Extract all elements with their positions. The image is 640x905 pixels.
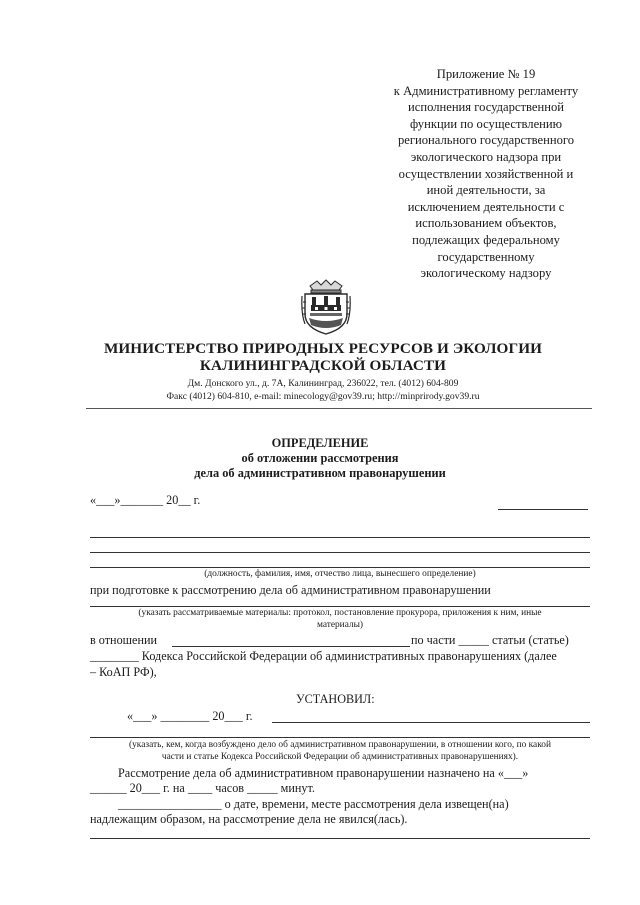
preparation-text: при подготовке к рассмотрению дела об административном правонарушении (90, 583, 491, 597)
ministry-name (80, 340, 566, 374)
koap-abbreviation: – КоАП РФ), (90, 665, 157, 679)
ministry-phone-email: Факс (4012) 604-810, e-mail: minecology@gov39.ru; http://minprirody.gov39.ru (166, 390, 480, 402)
appendix-line: иной деятельности, за (426, 183, 546, 198)
materials-caption: материалы) (316, 620, 364, 630)
initiated-caption: части и статье Кодекса Российской Федерации об административных правонарушениях). (161, 752, 519, 762)
place-field-line (498, 509, 588, 510)
ministry-contacts (80, 378, 566, 403)
ministry-name-line1: МИНИСТЕРСТВО ПРИРОДНЫХ РЕСУРСОВ И ЭКОЛОГИИ (103, 340, 543, 357)
initiated-caption: (указать, кем, когда возбуждено дело об административном правонарушении, в отношении кого, по какой (129, 740, 551, 750)
appendix-header (355, 66, 617, 282)
official-field-line (90, 552, 590, 553)
kaliningrad-coat-of-arms-icon (301, 278, 351, 336)
document-title-line3: дела об административном правонарушении (194, 466, 446, 480)
appendix-line: исполнения государственной (408, 100, 564, 115)
appendix-line: регионального государственного (397, 133, 575, 148)
materials-field-line (90, 606, 590, 607)
materials-caption: (указать рассматриваемые материалы: протокол, постановление прокурора, приложения к ним, иные (138, 608, 542, 618)
notified-text: _________________ о дате, времени, месте рассмотрения дела извещен(на) (118, 797, 509, 811)
appendix-line: к Административному регламенту (393, 83, 579, 98)
appendix-line: осуществлении хозяйственной и (398, 166, 574, 181)
bottom-field-line (90, 838, 590, 839)
ministry-name-line2: КАЛИНИНГРАДСКОЙ ОБЛАСТИ (199, 357, 447, 374)
established-heading: УСТАНОВИЛ: (296, 692, 375, 706)
hearing-time: ______ 20___ г. на ____ часов _____ минут. (90, 781, 315, 795)
date-field: «___»_______ 20__ г. (90, 493, 201, 507)
regarding-label: в отношении (90, 633, 158, 647)
official-caption: (должность, фамилия, имя, отчество лица, вынесшего определение) (204, 569, 476, 579)
document-title (160, 436, 480, 481)
appendix-line: функции по осуществлению (409, 116, 563, 131)
header-divider (86, 408, 592, 409)
appendix-line: экологическому надзору (420, 266, 552, 281)
koap-text: ________ Кодекса Российской Федерации об административных правонарушениях (далее (90, 649, 557, 663)
appendix-line: использованием объектов, (415, 216, 557, 231)
appendix-line: Приложение № 19 (436, 67, 536, 81)
ministry-address: Дм. Донского ул., д. 7А, Калининград, 236022, тел. (4012) 604-809 (187, 378, 459, 389)
official-field-line (90, 567, 590, 568)
established-field-line (90, 737, 590, 738)
regarding-field-line (172, 646, 410, 647)
hearing-text: Рассмотрение дела об административном правонарушении назначено на «___» (118, 766, 529, 780)
established-field-line (272, 722, 590, 723)
notified-text: надлежащим образом, на рассмотрение дела не явился(лась). (90, 812, 408, 826)
official-field-line (90, 537, 590, 538)
document-title-line2: об отложении рассмотрения (241, 451, 399, 465)
appendix-line: государственному (437, 249, 535, 264)
appendix-line: подлежащих федеральному (412, 232, 560, 247)
regarding-article: по части _____ статьи (статье) (411, 633, 569, 647)
document-title-line1: ОПРЕДЕЛЕНИЕ (271, 436, 369, 450)
appendix-line: экологического надзора при (410, 149, 562, 164)
appendix-line: исключением деятельности с (407, 199, 565, 214)
established-date: «___» ________ 20___ г. (127, 709, 253, 723)
